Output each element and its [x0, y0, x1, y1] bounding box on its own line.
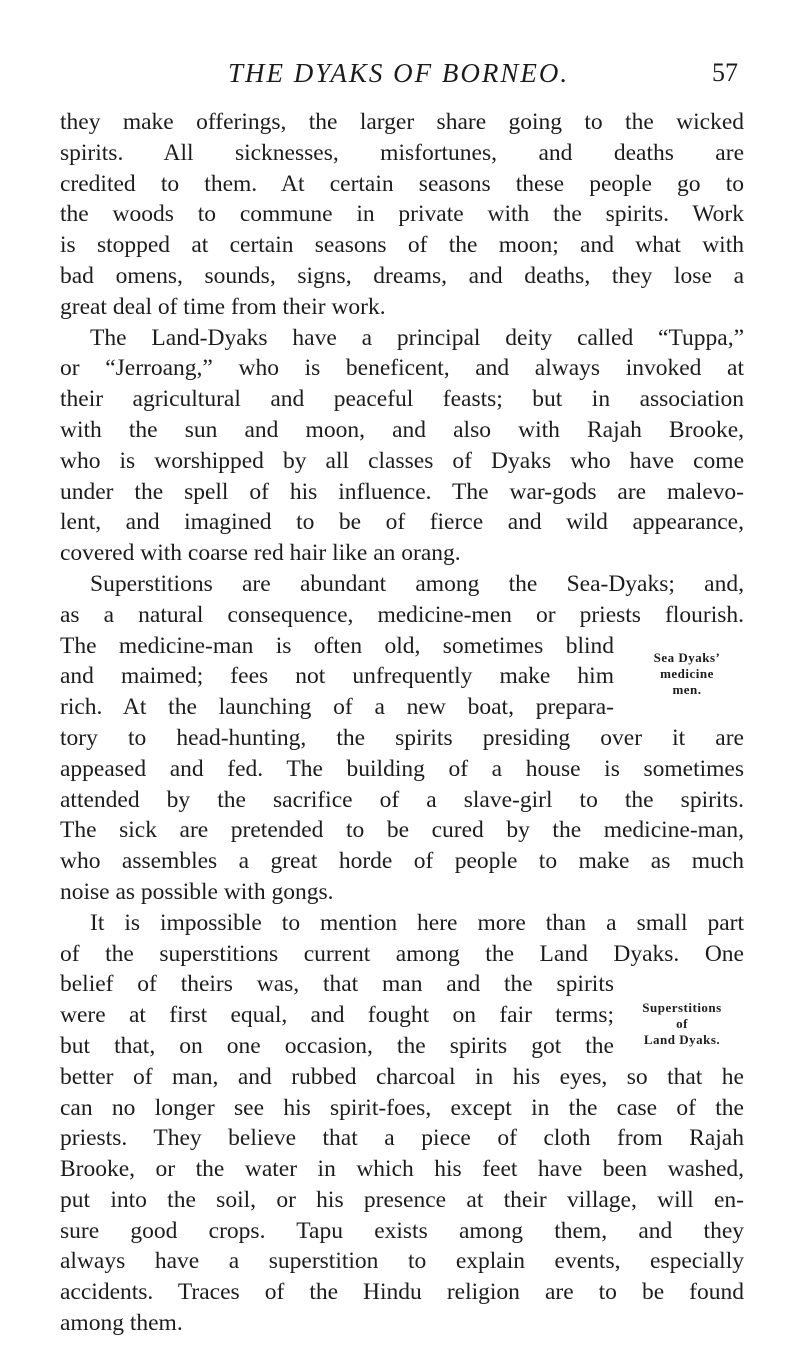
- margin-note-medicine-men: [622, 650, 752, 698]
- text-line: of the superstitions current among the Land Dyaks. One: [60, 940, 744, 967]
- text-line: the woods to commune in private with the spirits. Work: [60, 201, 744, 228]
- margin-note-line: Superstitions: [642, 1000, 722, 1015]
- paragraph-superstitions: [60, 908, 744, 1339]
- margin-note-line: Sea Dyaks’: [653, 650, 721, 665]
- text-line: priests. They believe that a piece of cloth from Rajah: [60, 1125, 744, 1152]
- text-line: and maimed; fees not unfrequently make him: [60, 663, 614, 690]
- text-line: were at first equal, and fought on fair terms;: [60, 1002, 614, 1029]
- text-line: always have a superstition to explain events, especially: [60, 1248, 744, 1275]
- text-line: The sick are pretended to be cured by the medicine-man,: [60, 817, 744, 844]
- text-line: The Land-Dyaks have a principal deity called “Tuppa,”: [90, 324, 744, 351]
- text-line: covered with coarse red hair like an orang.: [60, 540, 461, 567]
- text-line: great deal of time from their work.: [60, 293, 386, 320]
- text-line: attended by the sacrifice of a slave-girl to the spirits.: [60, 786, 744, 813]
- text-line: credited to them. At certain seasons these people go to: [60, 170, 744, 197]
- text-line: under the spell of his influence. The war-gods are malevo-: [60, 478, 744, 505]
- text-line: tory to head-hunting, the spirits presiding over it are: [60, 724, 744, 751]
- text-line: rich. At the launching of a new boat, prepara-: [60, 694, 614, 721]
- text-line: as a natural consequence, medicine-men or priests flourish.: [60, 601, 744, 628]
- text-line: but that, on one occasion, the spirits got the: [60, 1032, 614, 1059]
- text-line: better of man, and rubbed charcoal in his eyes, so that he: [60, 1063, 744, 1090]
- text-line: who assembles a great horde of people to make as much: [60, 848, 744, 875]
- text-line: bad omens, sounds, signs, dreams, and deaths, they lose a: [60, 262, 744, 289]
- text-line: Superstitions are abundant among the Sea-Dyaks; and,: [90, 570, 744, 597]
- text-line: noise as possible with gongs.: [60, 878, 334, 905]
- margin-note-line: medicine: [660, 666, 714, 681]
- margin-note-line: of: [676, 1016, 688, 1031]
- paragraph-medicine-men: [60, 569, 744, 908]
- text-line: sure good crops. Tapu exists among them, and they: [60, 1217, 744, 1244]
- margin-note-line: men.: [672, 682, 702, 697]
- margin-note-line: Land Dyaks.: [643, 1032, 721, 1047]
- text-line: who is worshipped by all classes of Dyaks who have come: [60, 447, 744, 474]
- text-line: or “Jerroang,” who is beneficent, and always invoked at: [60, 355, 744, 382]
- page-number: 57: [712, 58, 738, 87]
- running-title: THE DYAKS OF BORNEO.: [228, 58, 570, 88]
- text-line: spirits. All sicknesses, misfortunes, and deaths are: [60, 139, 744, 166]
- text-line: Brooke, or the water in which his feet have been washed,: [60, 1156, 744, 1183]
- text-line: their agricultural and peaceful feasts; but in association: [60, 386, 744, 413]
- text-line: among them.: [60, 1310, 183, 1337]
- text-line: with the sun and moon, and also with Rajah Brooke,: [60, 416, 744, 443]
- text-line: belief of theirs was, that man and the spirits: [60, 971, 614, 998]
- text-line: accidents. Traces of the Hindu religion are to be found: [60, 1279, 744, 1306]
- text-line: The medicine-man is often old, sometimes blind: [60, 632, 614, 659]
- paragraph-deities: [60, 323, 744, 569]
- text-line: can no longer see his spirit-foes, except in the case of the: [60, 1094, 744, 1121]
- body-text: [60, 107, 744, 1339]
- page-header: [0, 58, 800, 98]
- text-line: put into the soil, or his presence at their village, will en-: [60, 1186, 744, 1213]
- text-line: It is impossible to mention here more than a small part: [90, 909, 744, 936]
- text-line: they make offerings, the larger share going to the wicked: [60, 109, 744, 135]
- text-line: appeased and fed. The building of a house is sometimes: [60, 755, 744, 782]
- text-line: lent, and imagined to be of fierce and wild appearance,: [60, 509, 744, 536]
- margin-note-superstitions: [612, 1000, 752, 1048]
- paragraph-offerings: [60, 107, 744, 323]
- text-line: is stopped at certain seasons of the moon; and what with: [60, 232, 744, 259]
